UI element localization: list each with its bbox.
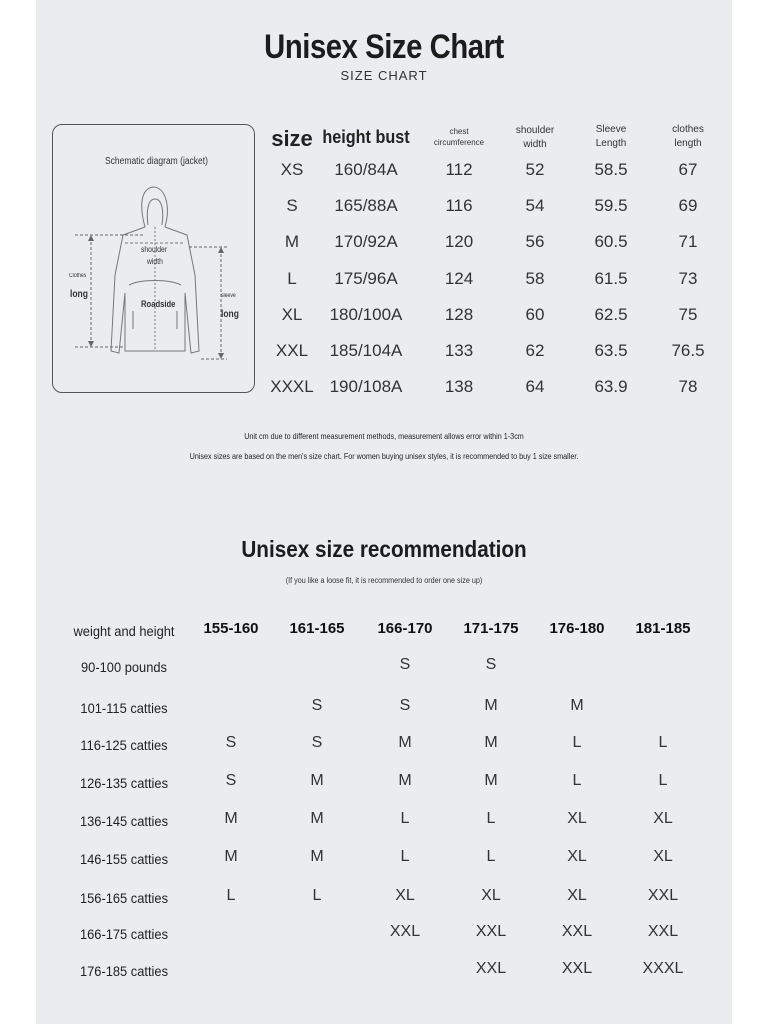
- sleeve-label: sleeve: [221, 293, 236, 299]
- height-header: 161-165: [289, 620, 345, 637]
- weight-row-label: 126-135 catties: [79, 775, 169, 791]
- weight-row-label: 156-165 catties: [79, 890, 169, 906]
- size-cell: 62.5: [594, 304, 628, 324]
- recommended-size: XL: [567, 810, 587, 827]
- size-cell: 73: [678, 268, 698, 288]
- recommended-size: XL: [395, 887, 415, 904]
- recommended-size: S: [311, 697, 323, 714]
- weight-row-label: 101-115 catties: [80, 700, 168, 716]
- size-cell: 75: [678, 304, 698, 324]
- recommended-size: XXL: [561, 960, 593, 977]
- corner-label: weight and height: [73, 623, 175, 639]
- recommended-size: XXL: [561, 923, 593, 940]
- size-cell: 112: [445, 160, 473, 179]
- recommended-size: XXL: [475, 960, 507, 977]
- recommended-size: M: [310, 772, 324, 789]
- page-title: Unisex Size Chart: [264, 28, 504, 66]
- size-cell: 62: [525, 341, 545, 360]
- recommended-size: S: [225, 772, 237, 789]
- recommended-size: S: [485, 656, 497, 673]
- header-height-bust: height bust: [322, 127, 410, 147]
- size-cell: 78: [678, 377, 698, 397]
- recommended-size: XL: [653, 848, 673, 865]
- size-cell: 190/108A: [329, 377, 403, 397]
- height-header: 176-180: [549, 620, 605, 637]
- recommended-size: L: [226, 887, 236, 904]
- size-cell: XXXL: [270, 377, 314, 397]
- size-cell: XS: [280, 160, 304, 179]
- recommended-size: XXL: [647, 887, 679, 904]
- size-cell: 76.5: [671, 341, 705, 360]
- recommended-size: XL: [481, 887, 501, 904]
- weight-row-label: 90-100 pounds: [81, 659, 167, 675]
- page-subtitle: SIZE CHART: [340, 68, 428, 83]
- weight-row-label: 176-185 catties: [79, 963, 169, 979]
- recommended-size: M: [398, 734, 412, 751]
- shoulder-label: shoulder: [141, 245, 168, 254]
- roadside-label: Roadside: [141, 299, 176, 309]
- size-cell: 58: [525, 268, 545, 288]
- recommended-size: XXL: [389, 923, 421, 940]
- clothes-label: Clothes: [69, 273, 87, 279]
- recommended-size: L: [486, 810, 496, 827]
- recommended-size: L: [572, 772, 582, 789]
- recommended-size: L: [400, 810, 410, 827]
- height-header: 181-185: [635, 620, 691, 637]
- size-cell: 52: [525, 160, 545, 179]
- size-cell: 175/96A: [334, 268, 398, 288]
- height-header: 171-175: [463, 620, 519, 637]
- size-cell: S: [286, 196, 298, 216]
- recommendation-title: Unisex size recommendation: [241, 536, 527, 562]
- recommended-size: XXL: [475, 923, 507, 940]
- recommended-size: L: [400, 848, 410, 865]
- height-header: 166-170: [377, 620, 433, 637]
- recommended-size: S: [399, 697, 411, 714]
- size-cell: 116: [445, 196, 473, 216]
- recommended-size: M: [224, 810, 238, 827]
- recommended-size: M: [310, 810, 324, 827]
- size-cell: 60.5: [594, 232, 628, 252]
- size-cell: 160/84A: [334, 160, 398, 179]
- size-chart-page: [36, 0, 732, 1024]
- size-cell: XL: [281, 304, 303, 324]
- recommended-size: L: [572, 734, 582, 751]
- weight-row-label: 116-125 catties: [80, 737, 168, 753]
- recommended-size: M: [398, 772, 412, 789]
- size-cell: 71: [678, 232, 698, 252]
- recommended-size: S: [311, 734, 323, 751]
- size-cell: 63.5: [594, 341, 628, 360]
- size-cell: 180/100A: [329, 304, 403, 324]
- recommended-size: XL: [567, 887, 587, 904]
- size-cell: 56: [525, 232, 545, 252]
- recommended-size: L: [486, 848, 496, 865]
- recommended-size: M: [484, 772, 498, 789]
- header-shoulder: shoulder width: [515, 125, 555, 150]
- recommended-size: M: [570, 697, 584, 714]
- recommended-size: L: [312, 887, 322, 904]
- size-cell: 69: [678, 196, 698, 216]
- size-cell: 170/92A: [334, 232, 398, 252]
- size-cell: 64: [525, 377, 545, 397]
- size-cell: M: [284, 232, 300, 252]
- size-cell: 138: [444, 377, 474, 397]
- note-unit: Unit cm due to different measurement methods, measurement allows error within 1-3cm: [244, 432, 524, 441]
- weight-row-label: 136-145 catties: [79, 813, 169, 829]
- size-cell: 185/104A: [329, 341, 403, 360]
- recommended-size: M: [224, 848, 238, 865]
- recommended-size: XL: [653, 810, 673, 827]
- weight-row-label: 166-175 catties: [79, 926, 169, 942]
- size-cell: 120: [444, 232, 474, 252]
- long-right-label: long: [221, 309, 239, 320]
- recommended-size: M: [310, 848, 324, 865]
- size-cell: L: [287, 268, 297, 288]
- size-cell: 60: [525, 304, 545, 324]
- weight-row-label: 146-155 catties: [79, 851, 169, 867]
- size-cell: 54: [525, 196, 545, 216]
- recommended-size: M: [484, 697, 498, 714]
- header-clothes: clothes length: [672, 124, 704, 149]
- recommended-size: S: [399, 656, 411, 673]
- size-cell: 133: [444, 341, 474, 360]
- header-size: size: [271, 126, 313, 151]
- height-header: 155-160: [203, 620, 259, 637]
- size-cell: 61.5: [594, 268, 628, 288]
- recommended-size: XL: [567, 848, 587, 865]
- recommended-size: L: [658, 734, 668, 751]
- recommended-size: XXXL: [642, 960, 684, 977]
- size-cell: 59.5: [594, 196, 628, 216]
- jacket-diagram: [52, 124, 255, 393]
- note-unisex: Unisex sizes are based on the men's size chart. For women buying unisex styles, it is recommended to buy 1 size smaller.: [189, 452, 579, 461]
- header-chest: chest circumference: [433, 127, 485, 147]
- size-cell: 63.9: [594, 377, 628, 397]
- size-cell: 128: [444, 304, 474, 324]
- long-left-label: long: [70, 289, 88, 300]
- recommended-size: L: [658, 772, 668, 789]
- size-cell: 165/88A: [334, 196, 398, 216]
- size-cell: 58.5: [594, 160, 628, 179]
- diagram-caption: Schematic diagram (jacket): [105, 156, 208, 167]
- header-sleeve: Sleeve Length: [595, 124, 627, 149]
- size-cell: 124: [444, 268, 474, 288]
- recommendation-subtitle: (If you like a loose fit, it is recommended to order one size up): [285, 576, 483, 585]
- recommended-size: M: [484, 734, 498, 751]
- recommended-size: S: [225, 734, 237, 751]
- recommended-size: XXL: [647, 923, 679, 940]
- size-cell: 67: [678, 160, 698, 179]
- width-label: width: [147, 257, 163, 266]
- size-cell: XXL: [275, 341, 309, 360]
